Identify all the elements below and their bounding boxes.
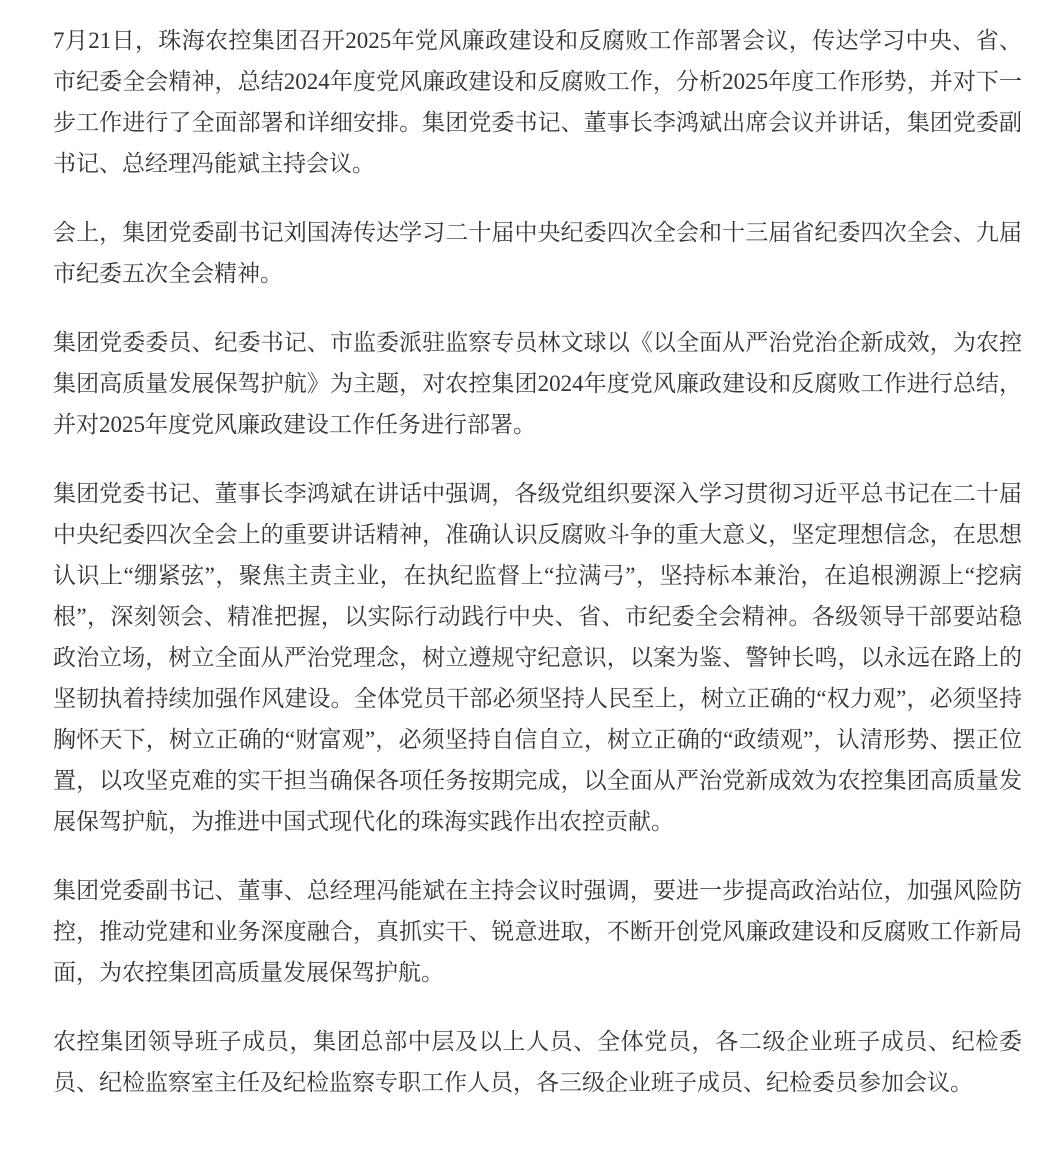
paragraph-attendees: 农控集团领导班子成员，集团总部中层及以上人员、全体党员，各二级企业班子成员、纪检委员、纪检监察室主任及纪检监察专职工作人员，各三级企业班子成员、纪检委员参加会议。 [53,1029,1022,1095]
paragraph-gm-remarks: 集团党委副书记、董事、总经理冯能斌在主持会议时强调，要进一步提高政治站位，加强风险防控，推动党建和业务深度融合，真抓实干、锐意进取，不断开创党风廉政建设和反腐败工作新局面，为农控集团高质量发展保驾护航。 [53,878,1022,985]
paragraph-discipline-report: 集团党委委员、纪委书记、市监委派驻监察专员林文球以《以全面从严治党治企新成效，为农控集团高质量发展保驾护航》为主题，对农控集团2024年度党风廉政建设和反腐败工作进行总结，并对2025年度党风廉政建设工作任务进行部署。 [53,330,1022,437]
paragraph-chairman-speech: 集团党委书记、董事长李鸿斌在讲话中强调，各级党组织要深入学习贯彻习近平总书记在二十届中央纪委四次全会上的重要讲话精神，准确认识反腐败斗争的重大意义，坚定理想信念，在思想认识上“绷紧弦”，聚焦主责主业，在执纪监督上“拉满弓”，坚持标本兼治，在追根溯源上“挖病根”，深刻领会、精准把握，以实际行动践行中央、省、市纪委全会精神。各级领导干部要站稳政治立场，树立全面从严治党理念，树立遵规守纪意识，以案为鉴、警钟长鸣，以永远在路上的坚韧执着持续加强作风建设。全体党员干部必须坚持人民至上，树立正确的“权力观”，必须坚持胸怀天下，树立正确的“财富观”，必须坚持自信自立，树立正确的“政绩观”，认清形势、摆正位置，以攻坚克难的实干担当确保各项任务按期完成，以全面从严治党新成效为农控集团高质量发展保驾护航，为推进中国式现代化的珠海实践作出农控贡献。 [53,481,1022,834]
paragraph-spirit-relay: 会上，集团党委副书记刘国涛传达学习二十届中央纪委四次全会和十三届省纪委四次全会、九届市纪委五次全会精神。 [53,220,1022,286]
paragraph-meeting-overview: 7月21日，珠海农控集团召开2025年党风廉政建设和反腐败工作部署会议，传达学习中央、省、市纪委全会精神，总结2024年度党风廉政建设和反腐败工作，分析2025年度工作形势，并对下一步工作进行了全面部署和详细安排。集团党委书记、董事长李鸿斌出席会议并讲话，集团党委副书记、总经理冯能斌主持会议。 [53,28,1022,176]
